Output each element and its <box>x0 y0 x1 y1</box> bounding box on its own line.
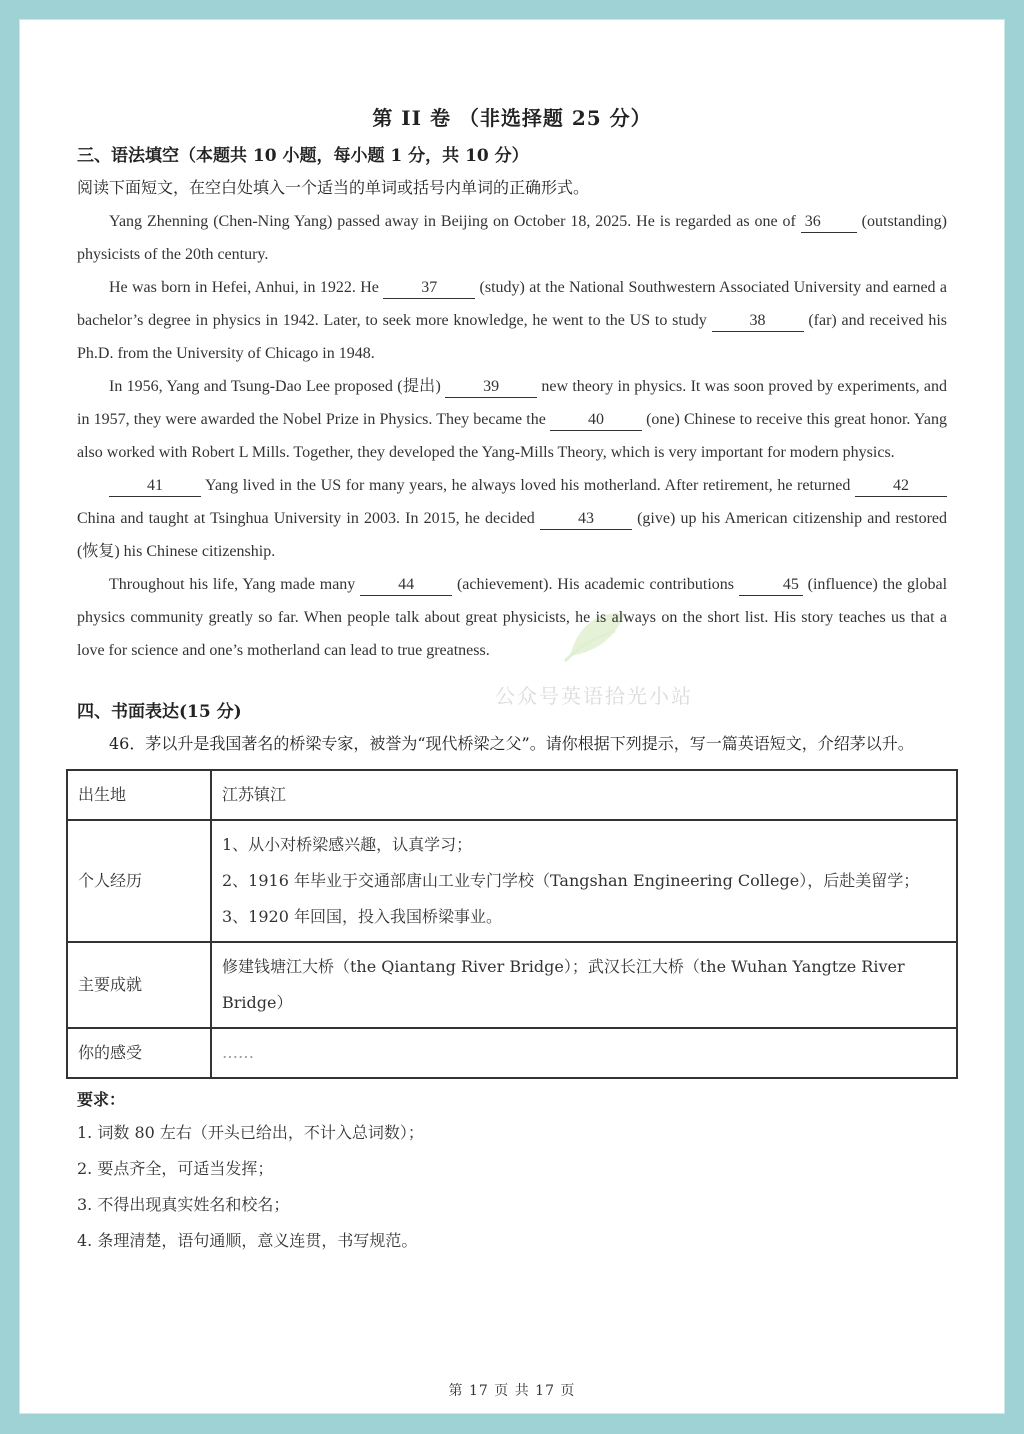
text: (outstanding) physicists of the 20th century. <box>77 213 947 263</box>
exam-page <box>20 20 1004 1413</box>
row-line: 3、1920 年回国，投入我国桥梁事业。 <box>222 907 502 926</box>
text: China and taught at Tsinghua University in 2003. In 2015, he decided <box>77 510 540 527</box>
text: Throughout his life, Yang made many <box>109 576 361 593</box>
row-value <box>211 942 957 1028</box>
text: Yang lived in the US for many years, he always loved his motherland. After retirement, he returned <box>201 477 855 494</box>
writing-question: 46．茅以升是我国著名的桥梁专家，被誉为“现代桥梁之父”。请你根据下列提示，写一篇英语短文，介绍茅以升。 <box>109 734 914 753</box>
passage-paragraph-5 <box>77 568 947 667</box>
blank-39[interactable]: 39 <box>445 377 537 398</box>
text: Yang Zhenning (Chen-Ning Yang) passed away in Beijing on October 18, 2025. He is regarded as one of <box>109 213 801 230</box>
page-footer: 第 17 页 共 17 页 <box>448 1383 576 1399</box>
row-value <box>211 1028 957 1078</box>
text: (influence) the global physics community greatly so far. When people talk about great physicists, he is always on the short list. His story teaches us that a love for science and one’s motherland can lead to true greatness. <box>77 576 948 659</box>
row-line: …… <box>222 1043 254 1062</box>
row-line: 2、1916 年毕业于交通部唐山工业专门学校（Tangshan Engineering College），后赴美留学； <box>222 871 920 890</box>
requirement-item: 1. 词数 80 左右（开头已给出，不计入总词数）； <box>77 1123 424 1142</box>
table-row <box>67 942 957 1028</box>
table-row <box>67 1028 957 1078</box>
blank-40[interactable]: 40 <box>550 410 642 431</box>
blank-44[interactable]: 44 <box>360 575 452 596</box>
table-row <box>67 820 957 942</box>
text: He was born in Hefei, Anhui, in 1922. He <box>109 279 384 296</box>
row-value <box>211 820 957 942</box>
blank-36[interactable]: 36 <box>801 212 857 233</box>
blank-45[interactable]: 45 <box>739 575 803 596</box>
blank-38[interactable]: 38 <box>712 311 804 332</box>
row-key: 你的感受 <box>67 1028 211 1078</box>
exam-title: 第 II 卷 （非选择题 25 分） <box>372 106 652 130</box>
text: In 1956, Yang and Tsung-Dao Lee proposed (提出) <box>109 378 446 395</box>
watermark-text: 公众号英语拾光小站 <box>495 684 693 708</box>
blank-42[interactable]: 42 <box>855 476 947 497</box>
text: (give) up his American citizenship and restored (恢复) his Chinese citizenship. <box>77 510 948 560</box>
section3-instruction: 阅读下面短文，在空白处填入一个适当的单词或括号内单词的正确形式。 <box>77 178 590 197</box>
text: (study) at the National Southwestern Associated University and earned a bachelor’s degree in physics in 1942. Later, to seek more knowledge, he went to the US to study <box>77 279 948 329</box>
row-line: 修建钱塘江大桥（the Qiantang River Bridge）；武汉长江大桥（the Wuhan Yangtze River Bridge） <box>222 957 905 1012</box>
row-line: 1、从小对桥梁感兴趣，认真学习； <box>222 835 473 854</box>
exam-content <box>77 102 947 1259</box>
text: (far) and received his Ph.D. from the University of Chicago in 1948. <box>77 312 947 362</box>
passage-paragraph-1 <box>77 205 947 271</box>
blank-41[interactable]: 41 <box>109 476 201 497</box>
passage-paragraph-3 <box>77 370 947 469</box>
row-key: 出生地 <box>67 770 211 820</box>
passage-paragraph-2 <box>77 271 947 370</box>
section4-heading: 四、书面表达(15 分) <box>77 702 242 722</box>
row-key: 主要成就 <box>67 942 211 1028</box>
info-table <box>66 769 958 1079</box>
passage-paragraph-4 <box>77 469 947 568</box>
table-row <box>67 770 957 820</box>
text: new theory in physics. It was soon proved by experiments, and in 1957, they were awarded the Nobel Prize in Physics. They became the <box>77 378 947 428</box>
text: (one) Chinese to receive this great honor. Yang also worked with Robert L Mills. Together, they developed the Yang-Mills Theory, which is very important for modern physics. <box>77 411 947 461</box>
section3-heading: 三、语法填空（本题共 10 小题，每小题 1 分，共 10 分） <box>77 146 529 166</box>
blank-43[interactable]: 43 <box>540 509 632 530</box>
requirements-heading: 要求： <box>77 1090 126 1109</box>
row-key: 个人经历 <box>67 820 211 942</box>
requirement-item: 3. 不得出现真实姓名和校名； <box>77 1195 290 1214</box>
blank-37[interactable]: 37 <box>383 278 475 299</box>
requirement-item: 2. 要点齐全，可适当发挥； <box>77 1159 274 1178</box>
row-value <box>211 770 957 820</box>
text: (achievement). His academic contributions <box>452 576 739 593</box>
row-line: 江苏镇江 <box>222 785 287 804</box>
requirement-item: 4. 条理清楚，语句通顺，意义连贯，书写规范。 <box>77 1231 418 1250</box>
